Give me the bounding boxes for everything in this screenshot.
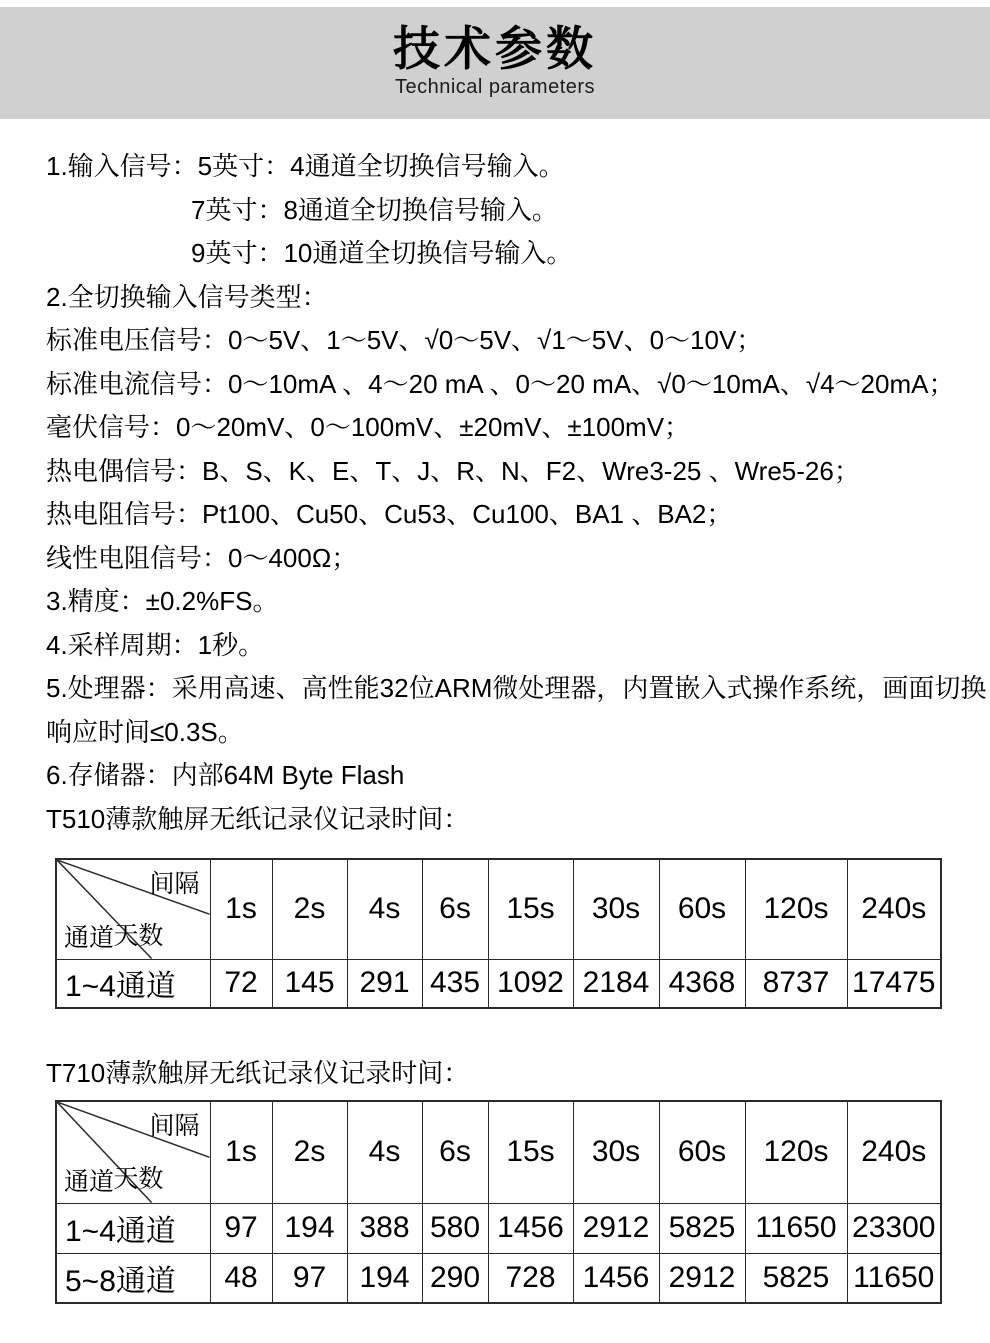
t710-table-label: T710薄款触屏无纸记录仪记录时间： (46, 1058, 470, 1088)
interval-header-cell: 2s (272, 859, 347, 959)
spec-line-input-signal: 1.输入信号：5英寸：4通道全切换信号输入。 (46, 151, 565, 181)
t710-record-table-wrap (55, 1100, 942, 1304)
value-cell: 388 (347, 1203, 422, 1253)
header-band (0, 7, 990, 119)
spec-line-linear-resistance: 线性电阻信号：0～400Ω； (46, 542, 358, 573)
spec-line-9inch: 9英寸：10通道全切换信号输入。 (191, 238, 573, 268)
value-cell: 194 (347, 1253, 422, 1303)
value-cell: 4368 (659, 959, 745, 1008)
spec-line-voltage: 标准电压信号：0～5V、1～5V、√0～5V、√1～5V、0～10V； (46, 325, 763, 355)
interval-header-cell: 15s (488, 859, 573, 959)
value-cell: 2184 (573, 959, 659, 1008)
value-cell: 5825 (745, 1253, 847, 1303)
interval-header-cell: 60s (659, 859, 745, 959)
page-title: 技术参数 (393, 22, 597, 75)
value-cell: 2912 (659, 1253, 745, 1303)
value-cell: 8737 (745, 959, 847, 1008)
value-cell: 11650 (847, 1253, 941, 1303)
value-cell: 1092 (488, 959, 573, 1008)
channel-label-cell: 5~8通道 (56, 1253, 210, 1303)
value-cell: 1456 (488, 1203, 573, 1253)
corner-label-channel: 通道 (64, 923, 115, 952)
interval-header-cell: 120s (745, 1101, 847, 1203)
interval-header-cell: 1s (210, 859, 272, 959)
value-cell: 11650 (745, 1203, 847, 1253)
data-row (56, 959, 941, 1008)
t710-record-table (55, 1100, 942, 1304)
interval-header-cell: 15s (488, 1101, 573, 1203)
diagonal-corner-cell (56, 1101, 210, 1203)
spec-line-rtd: 热电阻信号：Pt100、Cu50、Cu53、Cu100、BA1 、BA2； (46, 499, 733, 529)
data-row (56, 1253, 941, 1303)
corner-label-interval: 间隔 (149, 870, 200, 898)
header-row (56, 859, 941, 959)
corner-label-days: 天数 (113, 922, 164, 951)
value-cell: 728 (488, 1253, 573, 1303)
value-cell: 17475 (847, 959, 941, 1008)
interval-header-cell: 1s (210, 1101, 272, 1203)
channel-label-cell: 1~4通道 (56, 1203, 210, 1253)
value-cell: 2912 (573, 1203, 659, 1253)
spec-line-current: 标准电流信号：0～10mA 、4～20 mA 、0～20 mA、√0～10mA、√4～20mA； (46, 368, 955, 399)
value-cell: 145 (272, 959, 347, 1008)
spec-line-sampling: 4.采样周期：1秒。 (46, 629, 265, 660)
interval-header-cell: 30s (573, 859, 659, 959)
spec-line-7inch: 7英寸：8通道全切换信号输入。 (191, 194, 558, 225)
value-cell: 580 (422, 1203, 488, 1253)
value-cell: 23300 (847, 1203, 941, 1253)
channel-label-cell: 1~4通道 (56, 959, 210, 1008)
data-row (56, 1203, 941, 1253)
diagonal-corner-cell (56, 859, 210, 959)
value-cell: 48 (210, 1253, 272, 1303)
interval-header-cell: 4s (347, 859, 422, 959)
spec-line-accuracy: 3.精度：±0.2%FS。 (46, 586, 279, 616)
spec-line-signal-types: 2.全切换输入信号类型： (46, 281, 328, 312)
interval-header-cell: 60s (659, 1101, 745, 1203)
t510-record-table (55, 858, 942, 1009)
corner-label-interval: 间隔 (149, 1112, 200, 1140)
interval-header-cell: 30s (573, 1101, 659, 1203)
interval-header-cell: 2s (272, 1101, 347, 1203)
interval-header-cell: 6s (422, 859, 488, 959)
interval-header-cell: 6s (422, 1101, 488, 1203)
spec-line-thermocouple: 热电偶信号：B、S、K、E、T、J、R、N、F2、Wre3-25 、Wre5-26； (46, 455, 860, 486)
interval-header-cell: 240s (847, 1101, 941, 1203)
value-cell: 1456 (573, 1253, 659, 1303)
value-cell: 5825 (659, 1203, 745, 1253)
corner-label-days: 天数 (113, 1165, 164, 1194)
corner-label-channel: 通道 (64, 1167, 115, 1196)
value-cell: 194 (272, 1203, 347, 1253)
t510-record-table-wrap (55, 858, 942, 1009)
value-cell: 291 (347, 959, 422, 1008)
spec-line-millivolt: 毫伏信号：0～20mV、0～100mV、±20mV、±100mV； (46, 412, 691, 442)
value-cell: 72 (210, 959, 272, 1008)
spec-line-storage: 6.存储器：内部64M Byte Flash (46, 760, 405, 790)
spec-line-response-time: 响应时间≤0.3S。 (46, 716, 244, 747)
interval-header-cell: 120s (745, 859, 847, 959)
value-cell: 435 (422, 959, 488, 1008)
t510-table-label: T510薄款触屏无纸记录仪记录时间： (46, 803, 470, 834)
value-cell: 97 (272, 1253, 347, 1303)
value-cell: 97 (210, 1203, 272, 1253)
spec-line-processor: 5.处理器：采用高速、高性能32位ARM微处理器，内置嵌入式操作系统，画面切换 (46, 673, 987, 703)
spec-text-block (46, 145, 987, 841)
page-subtitle: Technical parameters (394, 75, 596, 98)
header-row (56, 1101, 941, 1203)
interval-header-cell: 4s (347, 1101, 422, 1203)
interval-header-cell: 240s (847, 859, 941, 959)
value-cell: 290 (422, 1253, 488, 1303)
